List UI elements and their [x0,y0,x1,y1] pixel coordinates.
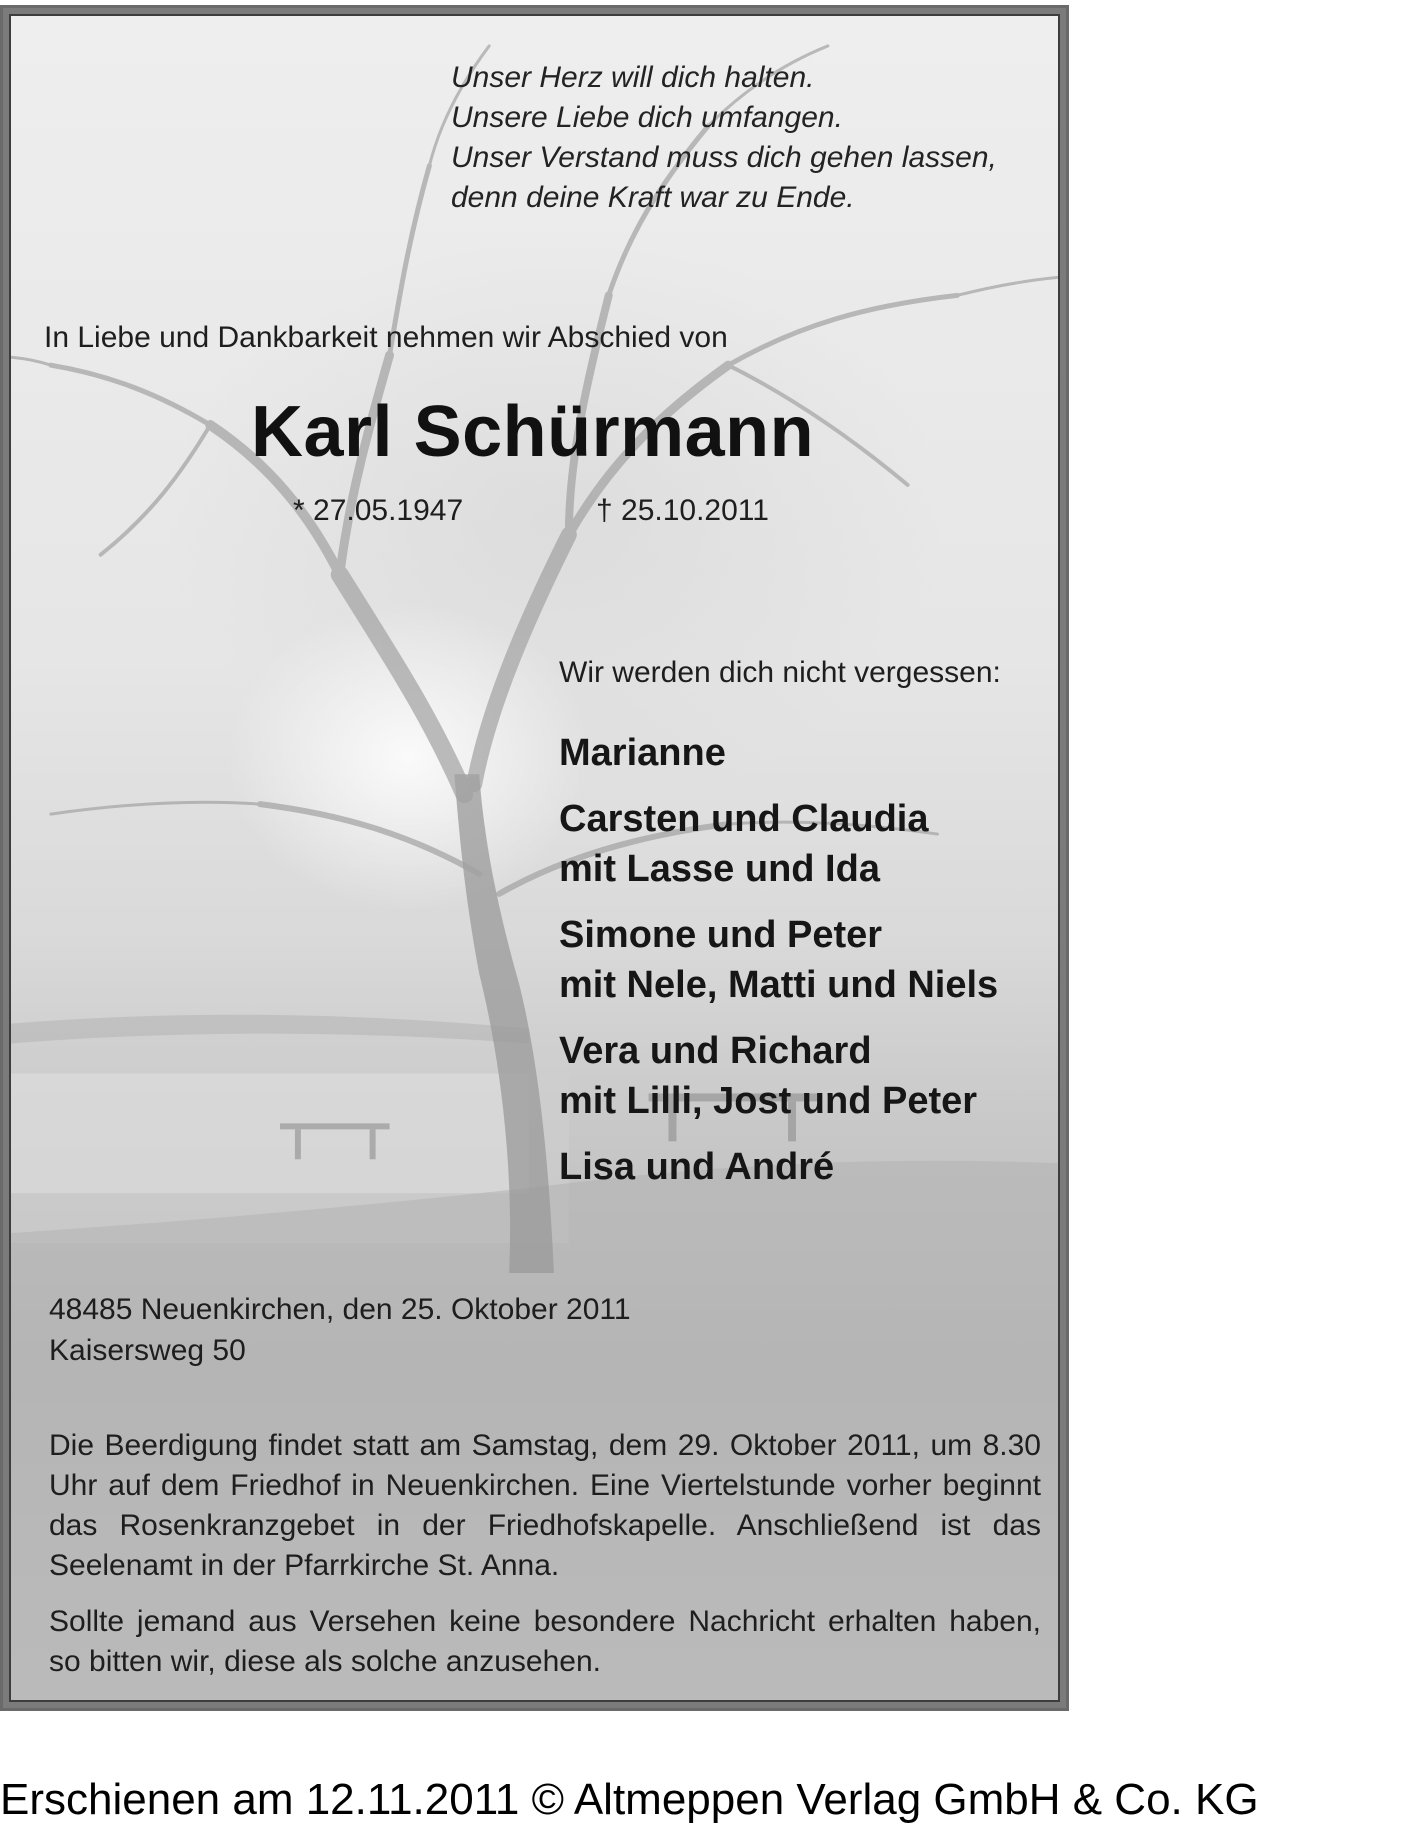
family-group [559,1026,998,1126]
notice-panel [9,14,1060,1702]
death-date: † 25.10.2011 [596,494,769,527]
funeral-details: Die Beerdigung findet statt am Samstag, dem 29. Oktober 2011, um 8.30 Uhr auf dem Friedhof in Neuenkirchen. Eine Viertelstunde vorher beginnt das Rosenkranzgebet in der Friedhofskapelle. Anschließend ist das Seelenamt in der Pfarrkirche St. Anna. [49,1429,1041,1582]
remember-line: Wir werden dich nicht vergessen: [559,656,1001,689]
memorial-poem [451,58,997,218]
family-list [559,728,998,1208]
birth-date: * 27.05.1947 [293,494,464,527]
farewell-intro: In Liebe und Dankbarkeit nehmen wir Abschied von [44,321,728,354]
family-member: Vera und Richard [559,1030,872,1072]
family-member: Carsten und Claudia [559,798,929,840]
family-group [559,1142,998,1192]
street-address: Kaisersweg 50 [49,1334,246,1367]
obituary-notice [0,5,1069,1711]
family-member: Simone und Peter [559,914,883,956]
poem-line: Unser Herz will dich halten. [451,61,815,94]
family-group [559,728,998,778]
place-date: 48485 Neuenkirchen, den 25. Oktober 2011 [49,1293,631,1326]
poem-line: Unser Verstand muss dich gehen lassen, [451,141,997,174]
notification-note: Sollte jemand aus Versehen keine besondere Nachricht erhalten haben, so bitten wir, diese als solche anzusehen. [49,1605,1041,1678]
publication-footer: Erschienen am 12.11.2011 © Altmeppen Verlag GmbH & Co. KG [0,1775,1259,1824]
family-member: Marianne [559,732,726,774]
family-group [559,794,998,894]
deceased-name: Karl Schürmann [251,392,815,472]
family-member: mit Nele, Matti und Niels [559,964,999,1006]
family-group [559,910,998,1010]
family-member: Lisa und André [559,1146,835,1188]
poem-line: denn deine Kraft war zu Ende. [451,181,855,214]
family-member: mit Lilli, Jost und Peter [559,1080,978,1122]
family-member: mit Lasse und Ida [559,848,880,890]
poem-line: Unsere Liebe dich umfangen. [451,101,843,134]
